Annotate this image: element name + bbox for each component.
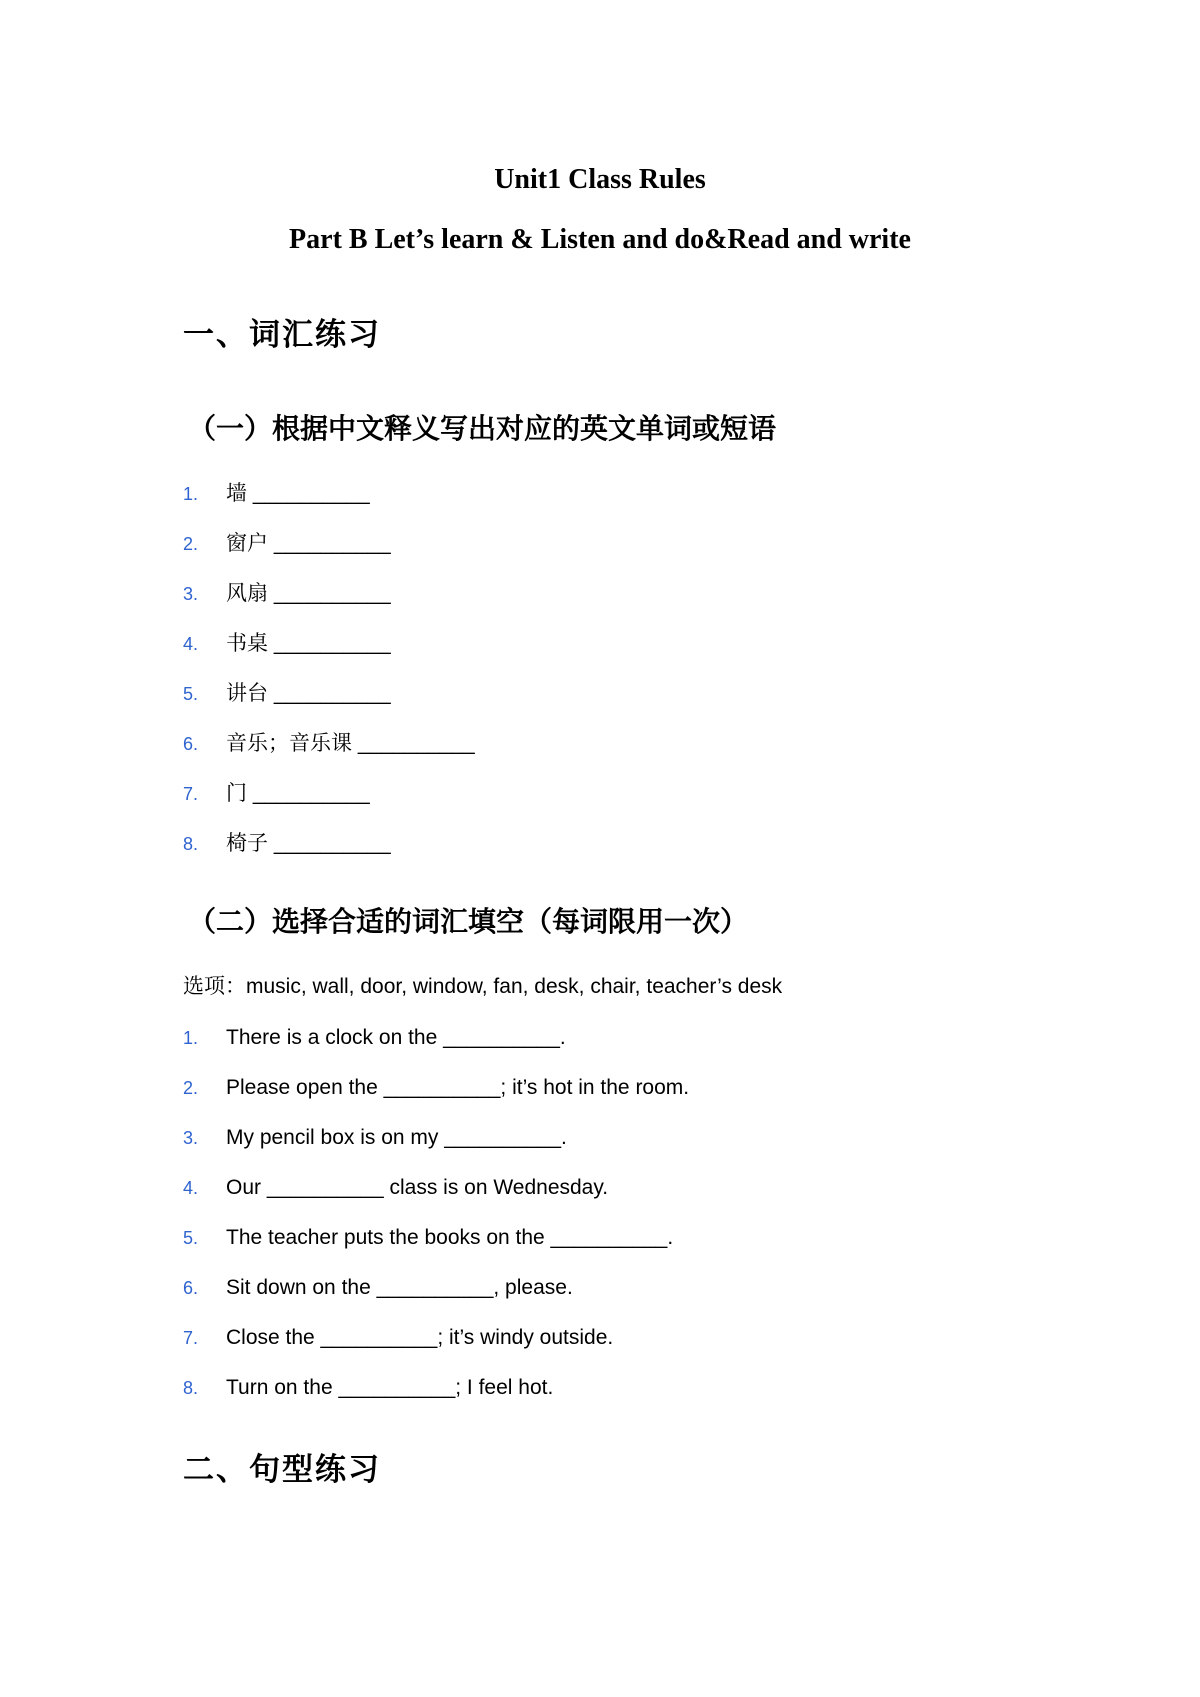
item-number: 3. [183, 584, 199, 604]
item-number: 4. [183, 634, 199, 654]
list-item [183, 633, 391, 654]
item-text: Our __________ class is on Wednesday. [226, 1176, 609, 1199]
item-text: There is a clock on the __________. [226, 1026, 566, 1049]
item-text: 门 __________ [226, 782, 370, 805]
list-item [183, 1277, 573, 1298]
item-number: 6. [183, 1278, 199, 1298]
item-number: 8. [183, 834, 199, 854]
item-number: 3. [183, 1128, 199, 1148]
part-heading-translate: （一）根据中文释义写出对应的英文单词或短语 [188, 412, 777, 445]
list-item [183, 1377, 553, 1398]
list-item [183, 1327, 613, 1348]
list-item [183, 1227, 673, 1248]
list-item [183, 1127, 567, 1148]
list-item [183, 683, 391, 704]
list-item [183, 1077, 689, 1098]
document-title: Unit1 Class Rules [494, 164, 706, 195]
item-number: 7. [183, 1328, 199, 1348]
list-item [183, 733, 475, 754]
section-heading-vocabulary: 一、词汇练习 [183, 317, 381, 353]
list-item [183, 783, 370, 804]
item-text: 窗户 __________ [226, 532, 391, 555]
item-number: 5. [183, 684, 199, 704]
item-text: Sit down on the __________, please. [226, 1276, 573, 1299]
item-text: Turn on the __________; I feel hot. [226, 1376, 554, 1399]
item-number: 6. [183, 734, 199, 754]
item-text: Please open the __________; it’s hot in the room. [226, 1076, 690, 1099]
item-number: 1. [183, 484, 199, 504]
document-subtitle: Part B Let’s learn & Listen and do&Read and write [289, 224, 911, 255]
item-number: 2. [183, 1078, 199, 1098]
item-text: 书桌 __________ [226, 632, 391, 655]
item-text: 椅子 __________ [226, 832, 391, 855]
word-options: 选项：music, wall, door, window, fan, desk, chair, teacher’s desk [183, 975, 783, 998]
part-heading-fill-blanks: （二）选择合适的词汇填空（每词限用一次） [188, 905, 749, 938]
list-item [183, 533, 391, 554]
list-item [183, 833, 391, 854]
item-number: 7. [183, 784, 199, 804]
item-number: 5. [183, 1228, 199, 1248]
section-heading-sentences: 二、句型练习 [183, 1452, 381, 1488]
item-text: The teacher puts the books on the __________. [226, 1226, 674, 1249]
item-text: 墙 __________ [226, 482, 370, 505]
item-number: 4. [183, 1178, 199, 1198]
list-item [183, 583, 391, 604]
item-text: Close the __________; it’s windy outside. [226, 1326, 614, 1349]
item-number: 2. [183, 534, 199, 554]
list-item [183, 1177, 608, 1198]
item-text: 音乐；音乐课 __________ [226, 732, 475, 755]
item-number: 1. [183, 1028, 199, 1048]
list-item [183, 483, 370, 504]
list-item [183, 1027, 566, 1048]
item-number: 8. [183, 1378, 199, 1398]
item-text: 风扇 __________ [226, 582, 391, 605]
item-text: My pencil box is on my __________. [226, 1126, 567, 1149]
item-text: 讲台 __________ [226, 682, 391, 705]
